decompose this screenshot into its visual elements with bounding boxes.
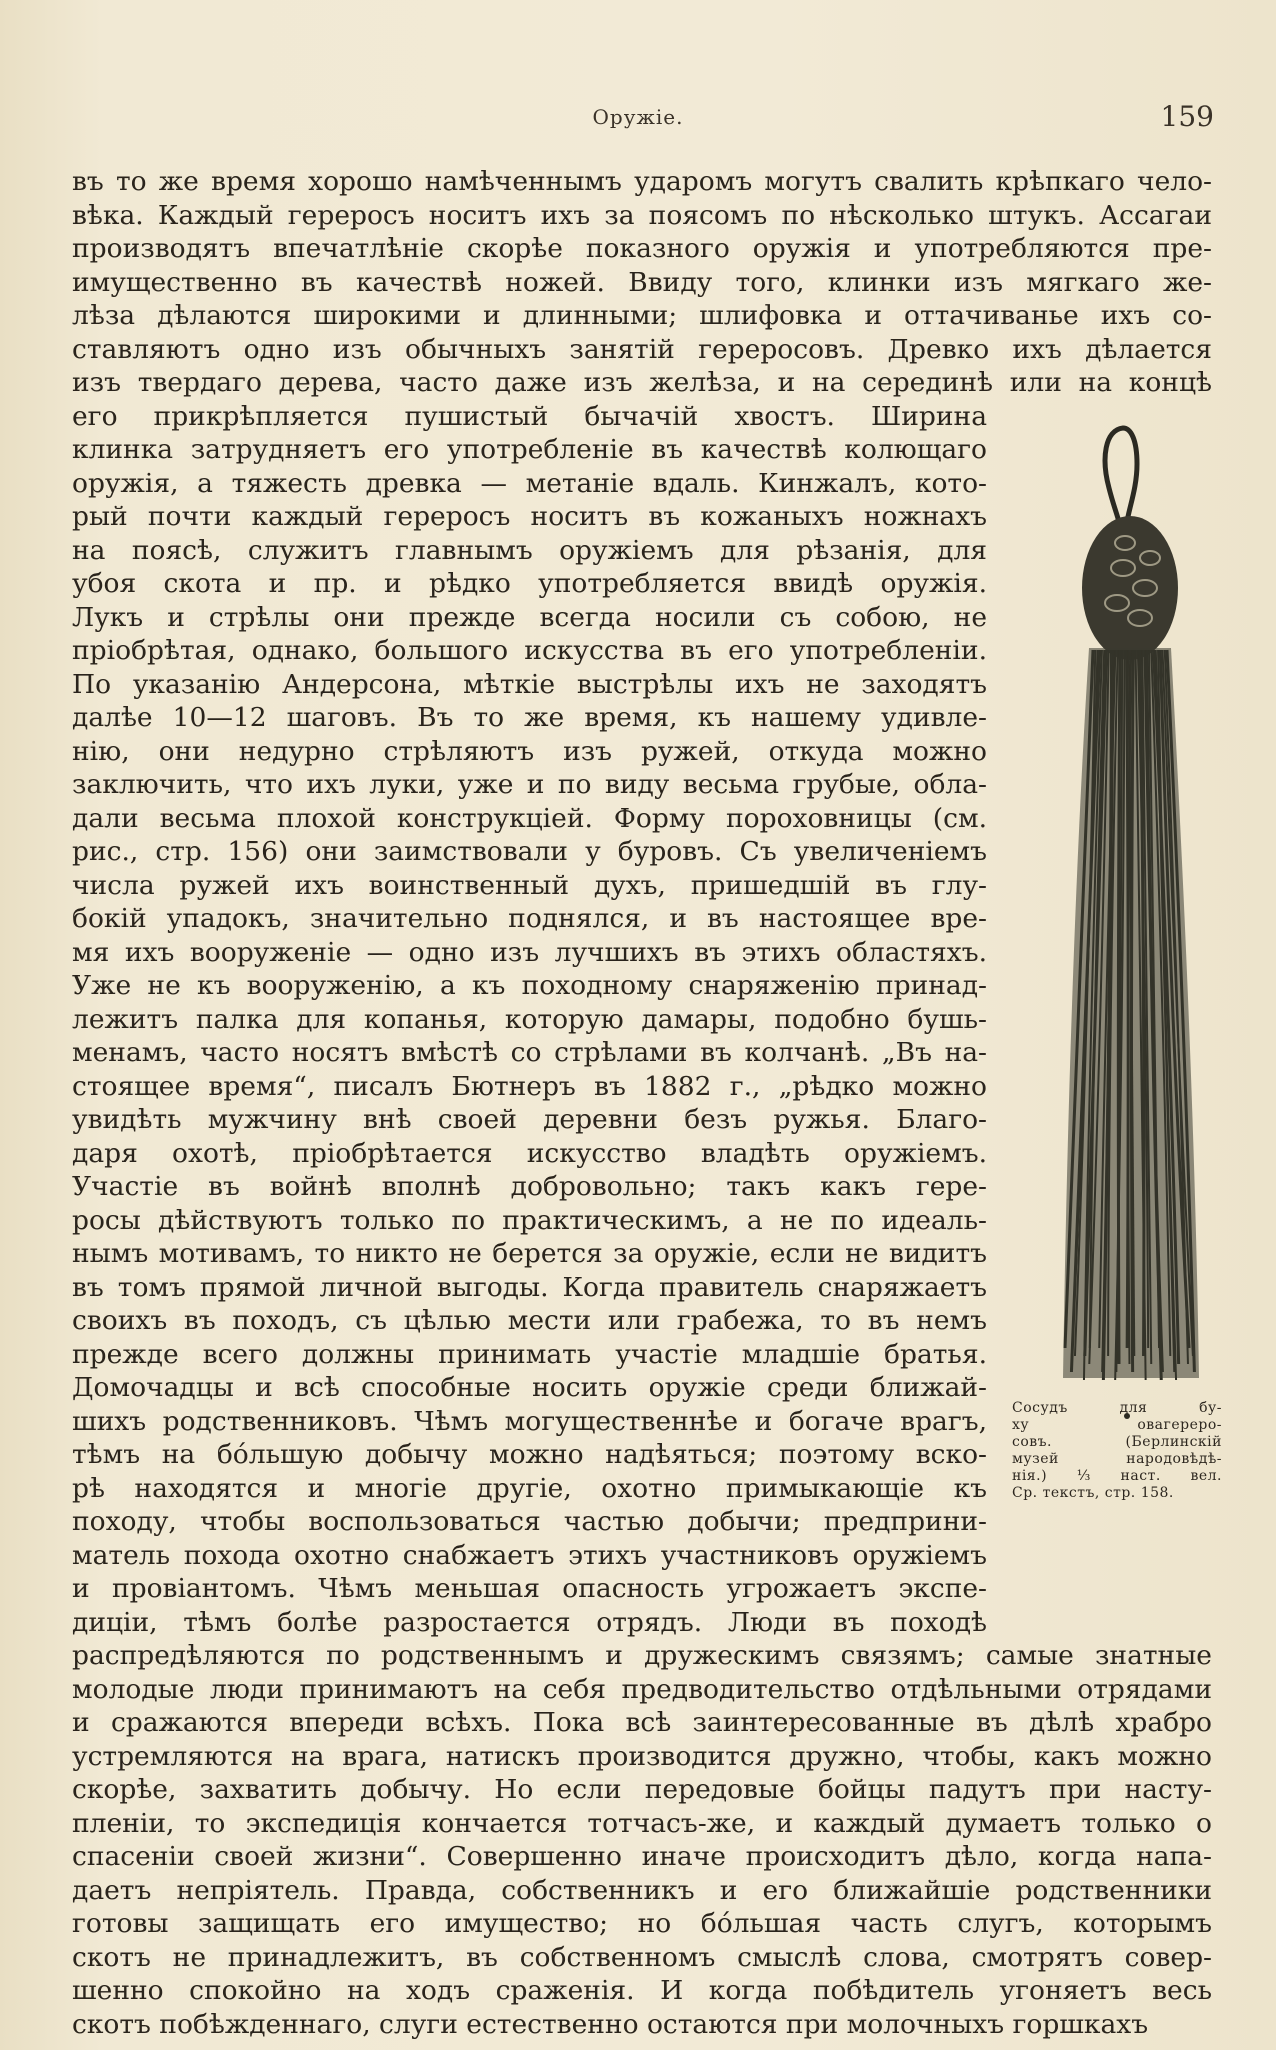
text-line: распредѣляются по родственнымъ и дружескимъ связямъ; самые знатные xyxy=(72,1640,1212,1671)
text-line: числа ружей ихъ воинственный духъ, пришедшій въ глу- xyxy=(72,869,987,901)
caption-line: совъ. (Берлинскій xyxy=(1012,1434,1222,1450)
text-line: стоящее время“, писалъ Бютнеръ въ 1882 г., „рѣдко можно xyxy=(72,1070,987,1102)
text-line: увидѣть мужчину внѣ своей деревни безъ ружья. Благо- xyxy=(72,1104,987,1135)
text-line: матель похода охотно снабжаетъ этихъ участниковъ оружіемъ xyxy=(72,1539,987,1571)
text-line: изъ твердаго дерева, часто даже изъ желѣза, и на серединѣ или на концѣ xyxy=(72,367,1212,398)
page-number: 159 xyxy=(1160,100,1214,133)
text-line: диціи, тѣмъ болѣе разростается отрядъ. Люди въ походѣ xyxy=(72,1606,987,1638)
text-line: нымъ мотивамъ, то никто не берется за оружіе, если не видитъ xyxy=(72,1238,987,1269)
text-line: лѣза дѣлаются широкими и длинными; шлифовка и оттачиванье ихъ со- xyxy=(72,300,1212,331)
caption-line: Ср. текстъ, стр. 158. xyxy=(1012,1485,1174,1501)
text-block-top xyxy=(72,165,1212,400)
text-line: пріобрѣтая, однако, большого искусства въ его употребленіи. xyxy=(72,635,987,666)
figure-tassel-vessel xyxy=(1005,418,1235,1426)
text-line: убоя скота и пр. и рѣдко употребляется ввидѣ оружія. xyxy=(72,568,987,599)
text-line: лежитъ палка для копанья, которую дамары, подобно бушь- xyxy=(72,1003,987,1035)
text-line: клинка затрудняетъ его употребленіе въ качествѣ колющаго xyxy=(72,434,987,465)
text-line: молодые люди принимаютъ на себя предводительство отдѣльными отрядами xyxy=(72,1673,1212,1705)
text-line: ставляютъ одно изъ обычныхъ занятій гереросовъ. Древко ихъ дѣлается xyxy=(72,333,1212,365)
text-line: Лукъ и стрѣлы они прежде всегда носили съ собою, не xyxy=(72,601,987,633)
text-line: даетъ непріятель. Правда, собственникъ и его ближайшіе родственники xyxy=(72,1874,1212,1906)
text-line: оружія, а тяжесть древка — метаніе вдаль. Кинжалъ, кото- xyxy=(72,467,987,499)
text-line: рис., стр. 156) они заимствовали у буровъ. Съ увеличеніемъ xyxy=(72,836,987,867)
text-line: производятъ впечатлѣніе скорѣе показного оружія и употребляются пре- xyxy=(72,233,1212,264)
text-line: дали весьма плохой конструкціей. Форму пороховницы (см. xyxy=(72,802,987,834)
text-line: устремляются на врага, натискъ производится дружно, чтобы, какъ можно xyxy=(72,1740,1212,1772)
running-title: Оружіе. xyxy=(592,105,684,129)
text-line: прежде всего должны принимать участіе младшіе братья. xyxy=(72,1338,987,1370)
caption-line: ху овагереро- xyxy=(1012,1417,1222,1433)
text-line: даря охотѣ, пріобрѣтается искусство владѣть оружіемъ. xyxy=(72,1137,987,1169)
caption-line: нія.) ⅓ наст. вел. xyxy=(1012,1468,1222,1484)
text-line: готовы защищать его имущество; но бо́льшая часть слугъ, которымъ xyxy=(72,1908,1212,1939)
text-line: вѣка. Каждый герероcъ носитъ ихъ за поясомъ по нѣсколько штукъ. Ассагаи xyxy=(72,199,1212,231)
text-line: мя ихъ вооруженіе — одно изъ лучшихъ въ этихъ областяхъ. xyxy=(72,936,987,968)
text-line: рѣ находятся и многіе другіе, охотно примыкающіе къ xyxy=(72,1472,987,1504)
text-line: росы дѣйствуютъ только по практическимъ, а не по идеаль- xyxy=(72,1204,987,1236)
caption-line: Сосудъ для бу- xyxy=(1012,1400,1222,1416)
text-line: Уже не къ вооруженію, а къ походному снаряженію принад- xyxy=(72,970,987,1001)
caption-line: музей народовѣдѣ- xyxy=(1012,1451,1222,1467)
text-line: имущественно въ качествѣ ножей. Ввиду того, клинки изъ мягкаго же- xyxy=(72,266,1212,298)
text-line: пленіи, то экспедиція кончается тотчасъ-же, и каждый думаетъ только о xyxy=(72,1807,1212,1839)
text-line: скотъ побѣжденнаго, слуги естественно остаются при молочныхъ горшкахъ xyxy=(72,2008,1149,2040)
text-line: и провіантомъ. Чѣмъ меньшая опасность угрожаетъ экспе- xyxy=(72,1573,987,1604)
text-block-bottom xyxy=(72,1639,1212,2041)
text-line: тѣмъ на бо́льшую добычу можно надѣяться; поэтому вско- xyxy=(72,1439,987,1470)
text-line: скотъ не принадлежитъ, въ собственномъ смыслѣ слова, смотрятъ совер- xyxy=(72,1941,1212,1973)
text-line: на поясѣ, служитъ главнымъ оружіемъ для рѣзанія, для xyxy=(72,534,987,566)
text-line: его прикрѣпляется пушистый бычачій хвостъ. Ширина xyxy=(72,400,987,432)
text-line: менамъ, часто носятъ вмѣстѣ со стрѣлами въ колчанѣ. „Въ на- xyxy=(72,1037,987,1068)
text-line: спасеніи своей жизни“. Совершенно иначе происходитъ дѣло, когда напа- xyxy=(72,1841,1212,1872)
text-line: походу, чтобы воспользоваться частью добычи; предприни- xyxy=(72,1506,987,1537)
text-line: скорѣе, захватить добычу. Но если передовые бойцы падутъ при насту- xyxy=(72,1774,1212,1805)
text-line: заключить, что ихъ луки, уже и по виду весьма грубые, обла- xyxy=(72,769,987,800)
text-line: рый почти каждый герероcъ носитъ въ кожаныхъ ножнахъ xyxy=(72,501,987,532)
text-line: далѣе 10—12 шаговъ. Въ то же время, къ нашему удивле- xyxy=(72,702,987,733)
text-line: въ то же время хорошо намѣченнымъ ударомъ могутъ свалить крѣпкаго чело- xyxy=(72,166,1212,197)
text-line: шенно спокойно на ходъ сраженія. И когда побѣдитель угоняетъ весь xyxy=(72,1975,1212,2006)
text-line: По указанію Андерсона, мѣткіе выстрѣлы ихъ не заходятъ xyxy=(72,668,987,700)
text-line: Домочадцы и всѣ способные носить оружіе среди ближай- xyxy=(72,1372,987,1403)
text-line: бокій упадокъ, значительно поднялся, и въ настоящее вре- xyxy=(72,903,987,934)
text-line: Участіе въ войнѣ вполнѣ добровольно; такъ какъ гере- xyxy=(72,1171,987,1202)
figure-caption xyxy=(1012,1400,1222,1502)
text-line: въ томъ прямой личной выгоды. Когда правитель снаряжаетъ xyxy=(72,1271,987,1303)
text-line: своихъ въ походъ, съ цѣлью мести или грабежа, то въ немъ xyxy=(72,1305,987,1336)
text-line: шихъ родственниковъ. Чѣмъ могущественнѣе и богаче врагъ, xyxy=(72,1405,987,1437)
text-line: и сражаются впереди всѣхъ. Пока всѣ заинтересованные въ дѣлѣ храбро xyxy=(72,1707,1212,1738)
text-line: нію, они недурно стрѣляютъ изъ ружей, откуда можно xyxy=(72,735,987,767)
